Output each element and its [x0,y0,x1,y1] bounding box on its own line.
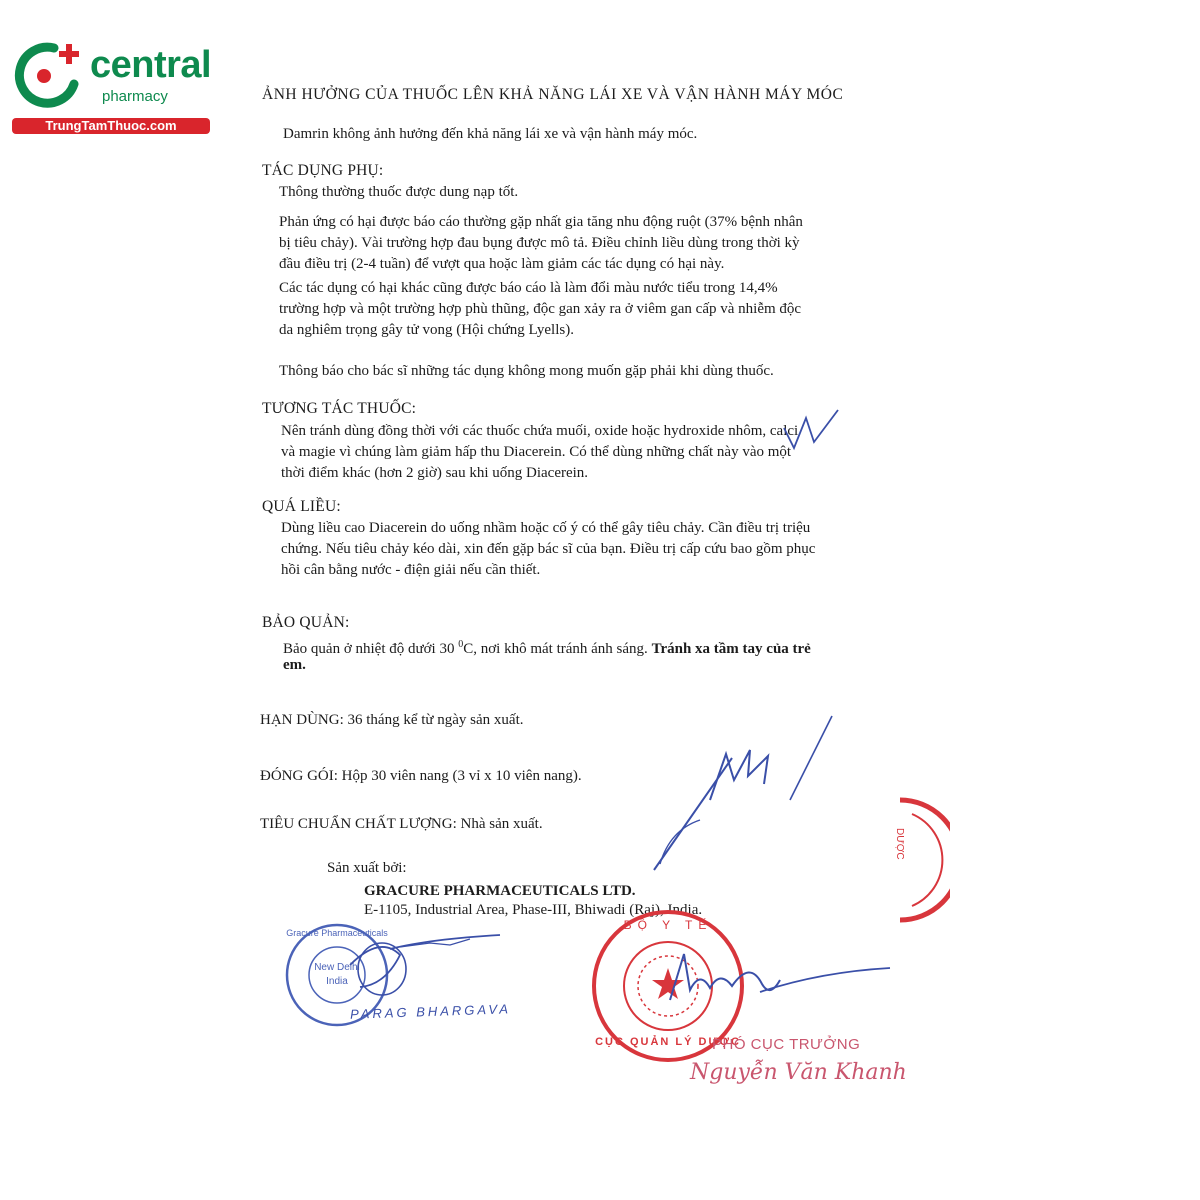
initial-mark-icon [780,404,860,454]
logo-tagline: TrungTamThuoc.com [12,118,210,134]
side-effects-p1: Thông thường thuốc được dung nạp tốt. [279,184,519,200]
overdose-heading: QUÁ LIỀU: [262,498,341,515]
official-signature-icon [640,940,900,1020]
logo[interactable] [10,38,215,138]
manufacturer-label: Sản xuất bởi: [327,860,407,876]
text-line: đầu điều trị (2-4 tuần) để vượt qua hoặc làm giảm các tác dụng có hại này. [279,256,725,272]
interactions-text [281,421,798,484]
driving-text: Damrin không ảnh hưởng đến khả năng lái xe và vận hành máy móc. [283,126,698,142]
red-seal-partial-icon [890,790,950,930]
text-line: Nên tránh dùng đồng thời với các thuốc chứa muối, oxide hoặc hydroxide nhôm, calci [281,423,799,439]
text-line: Dùng liều cao Diacerein do uống nhầm hoặc cố ý có thể gây tiêu chảy. Cần điều trị triệu [281,520,811,536]
text-line: hồi cân bằng nước - điện giải nếu cần thiết. [281,562,541,578]
storage-heading: BẢO QUẢN: [262,614,350,631]
interactions-heading: TƯƠNG TÁC THUỐC: [262,400,417,417]
text-line: da nghiêm trọng gây tử vong (Hội chứng Lyells). [279,322,574,338]
manufacturer-name: GRACURE PHARMACEUTICALS LTD. [364,883,636,899]
storage-warning: Tránh xa tầm tay của trẻ [651,641,811,657]
storage-degree: 0 [458,639,464,650]
gracure-signer-name: PARAG BHARGAVA [349,1001,512,1022]
text-line: chứng. Nếu tiêu chảy kéo dài, xin đến gặp bác sĩ của bạn. Điều trị cấp cứu bao gồm phục [281,541,816,557]
text-line: thời điểm khác (hơn 2 giờ) sau khi uống Diacerein. [281,465,589,481]
ministry-seal-top: BỘ Y TẾ [623,918,713,932]
manufacturer-address: E-1105, Industrial Area, Phase-III, Bhiwadi (Raj), India. [364,902,703,918]
red-seal-partial-text: DƯỢC [894,828,905,860]
side-effects-p4: Thông báo cho bác sĩ những tác dụng không mong muốn gặp phải khi dùng thuốc. [279,363,774,379]
text-line: Các tác dụng có hại khác cũng được báo cáo là làm đổi màu nước tiểu trong 14,4% [279,280,778,296]
text-line: bị tiêu chảy). Vài trường hợp đau bụng được mô tả. Điều chỉnh liều dùng trong thời kỳ [279,235,800,251]
gracure-stamp-ring: Gracure Pharmaceuticals [286,928,388,938]
ministry-seal-bottom: CỤC QUẢN LÝ DƯỢC [595,1036,741,1048]
side-effects-p3 [279,278,801,341]
packaging: ĐÓNG GÓI: Hộp 30 viên nang (3 vỉ x 10 viên nang). [260,768,582,784]
official-name: Nguyễn Văn Khanh [690,1060,907,1085]
logo-brand: central [90,44,212,86]
logo-icon [10,38,90,108]
storage-text-before: Bảo quản ở nhiệt độ dưới 30 [283,641,459,657]
text-line: trường hợp và một trường hợp phù thũng, độc gan xảy ra ở viêm gan cấp và nhiễm độc [279,301,802,317]
gracure-signature-icon [340,925,510,1005]
side-effects-heading: TÁC DỤNG PHỤ: [262,162,384,179]
page-title: ẢNH HƯỞNG CỦA THUỐC LÊN KHẢ NĂNG LÁI XE VÀ VẬN HÀNH MÁY MÓC [262,86,844,103]
gracure-stamp-center-2: India [326,976,348,987]
text-line: Phản ứng có hại được báo cáo thường gặp nhất gia tăng nhu động ruột (37% bệnh nhân [279,214,803,230]
gracure-stamp-center-1: New Delhi [314,962,360,973]
logo-sub: pharmacy [102,88,168,105]
side-effects-p2 [279,212,803,275]
signature-icon [640,710,850,880]
storage-warning-line2: em. [283,657,306,673]
storage-text [283,634,811,660]
overdose-text [281,518,815,581]
text-line: và magie vì chúng làm giảm hấp thu Diacerein. Có thể dùng những chất này vào một [281,444,792,460]
quality-standard: TIÊU CHUẨN CHẤT LƯỢNG: Nhà sản xuất. [260,816,543,832]
shelf-life: HẠN DÙNG: 36 tháng kể từ ngày sản xuất. [260,712,524,728]
official-title: PHÓ CỤC TRƯỞNG [712,1036,861,1053]
storage-text-after: C, nơi khô mát tránh ánh sáng. [463,641,652,657]
